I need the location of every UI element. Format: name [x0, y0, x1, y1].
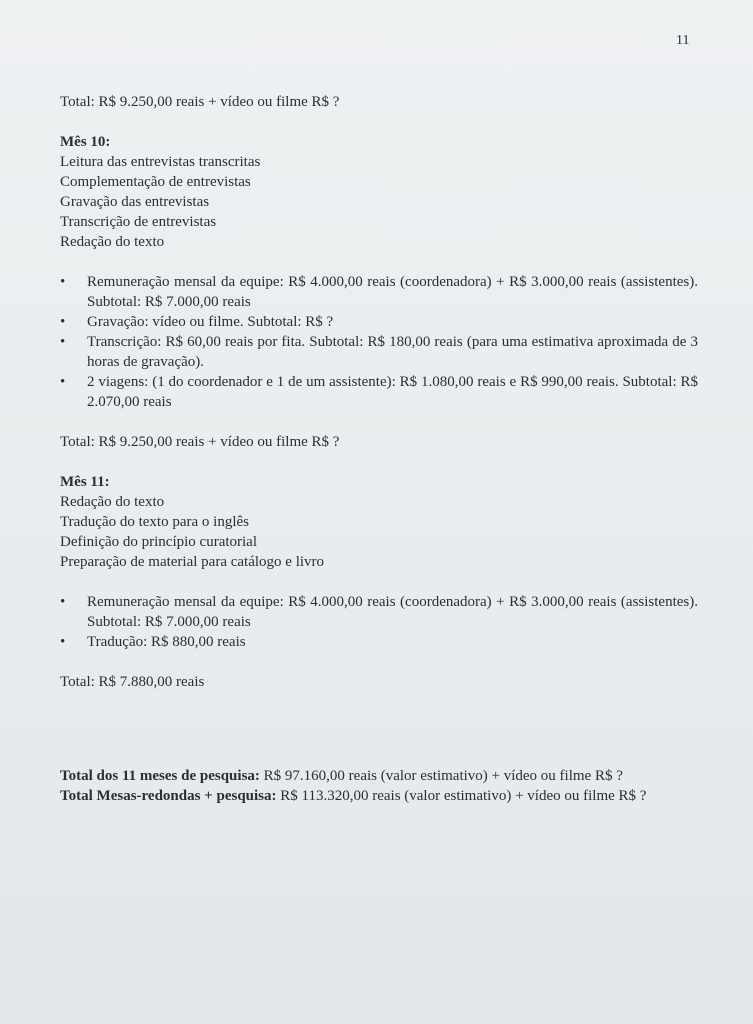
previous-total: Total: R$ 9.250,00 reais + vídeo ou filme R$ ?	[60, 94, 340, 110]
summary-grand-total: Total Mesas-redondas + pesquisa: R$ 113.320,00 reais (valor estimativo) + vídeo ou filme R$ ?	[60, 788, 647, 804]
bullet-icon: •	[60, 634, 66, 650]
month10-cost-item: • Gravação: vídeo ou filme. Subtotal: R$ ?	[60, 314, 334, 330]
month11-cost-list	[60, 592, 698, 652]
month11-task: Tradução do texto para o inglês	[60, 514, 249, 530]
bullet-icon: •	[60, 314, 66, 330]
month10-cost-item: • 2 viagens: (1 do coordenador e 1 de um assistente): R$ 1.080,00 reais e R$ 990,00 reais. Subtotal: R$ 2.070,00 reais	[60, 374, 698, 410]
bullet-icon: •	[60, 594, 66, 610]
month11-task: Definição do princípio curatorial	[60, 534, 258, 550]
month10-cost-item: • Transcrição: R$ 60,00 reais por fita. Subtotal: R$ 180,00 reais (para uma estimativa aproximada de 3 horas de gravação).	[60, 334, 698, 370]
bullet-icon: •	[60, 274, 66, 290]
month10-total: Total: R$ 9.250,00 reais + vídeo ou filme R$ ?	[60, 434, 340, 450]
month10-task: Complementação de entrevistas	[60, 174, 251, 190]
document-body	[60, 92, 698, 806]
month10-task: Redação do texto	[60, 234, 165, 250]
month11-task: Redação do texto	[60, 494, 165, 510]
page-number: 11	[676, 33, 690, 48]
month10-cost-list	[60, 272, 698, 412]
month10-cost-item: • Remuneração mensal da equipe: R$ 4.000,00 reais (coordenadora) + R$ 3.000,00 reais (assistentes). Subtotal: R$ 7.000,00 reais	[60, 274, 698, 310]
month10-heading: Mês 10:	[60, 134, 111, 150]
month11-cost-item: • Remuneração mensal da equipe: R$ 4.000,00 reais (coordenadora) + R$ 3.000,00 reais (assistentes). Subtotal: R$ 7.000,00 reais	[60, 594, 698, 630]
month11-cost-item: • Tradução: R$ 880,00 reais	[60, 634, 246, 650]
bullet-icon: •	[60, 334, 66, 350]
month10-task: Leitura das entrevistas transcritas	[60, 154, 261, 170]
month11-task: Preparação de material para catálogo e livro	[60, 554, 325, 570]
month10-task: Transcrição de entrevistas	[60, 214, 217, 230]
month11-total: Total: R$ 7.880,00 reais	[60, 674, 205, 690]
month11-heading: Mês 11:	[60, 474, 110, 490]
bullet-icon: •	[60, 374, 66, 390]
summary-research-total: Total dos 11 meses de pesquisa: R$ 97.160,00 reais (valor estimativo) + vídeo ou filme R$ ?	[60, 768, 623, 784]
month10-task: Gravação das entrevistas	[60, 194, 210, 210]
